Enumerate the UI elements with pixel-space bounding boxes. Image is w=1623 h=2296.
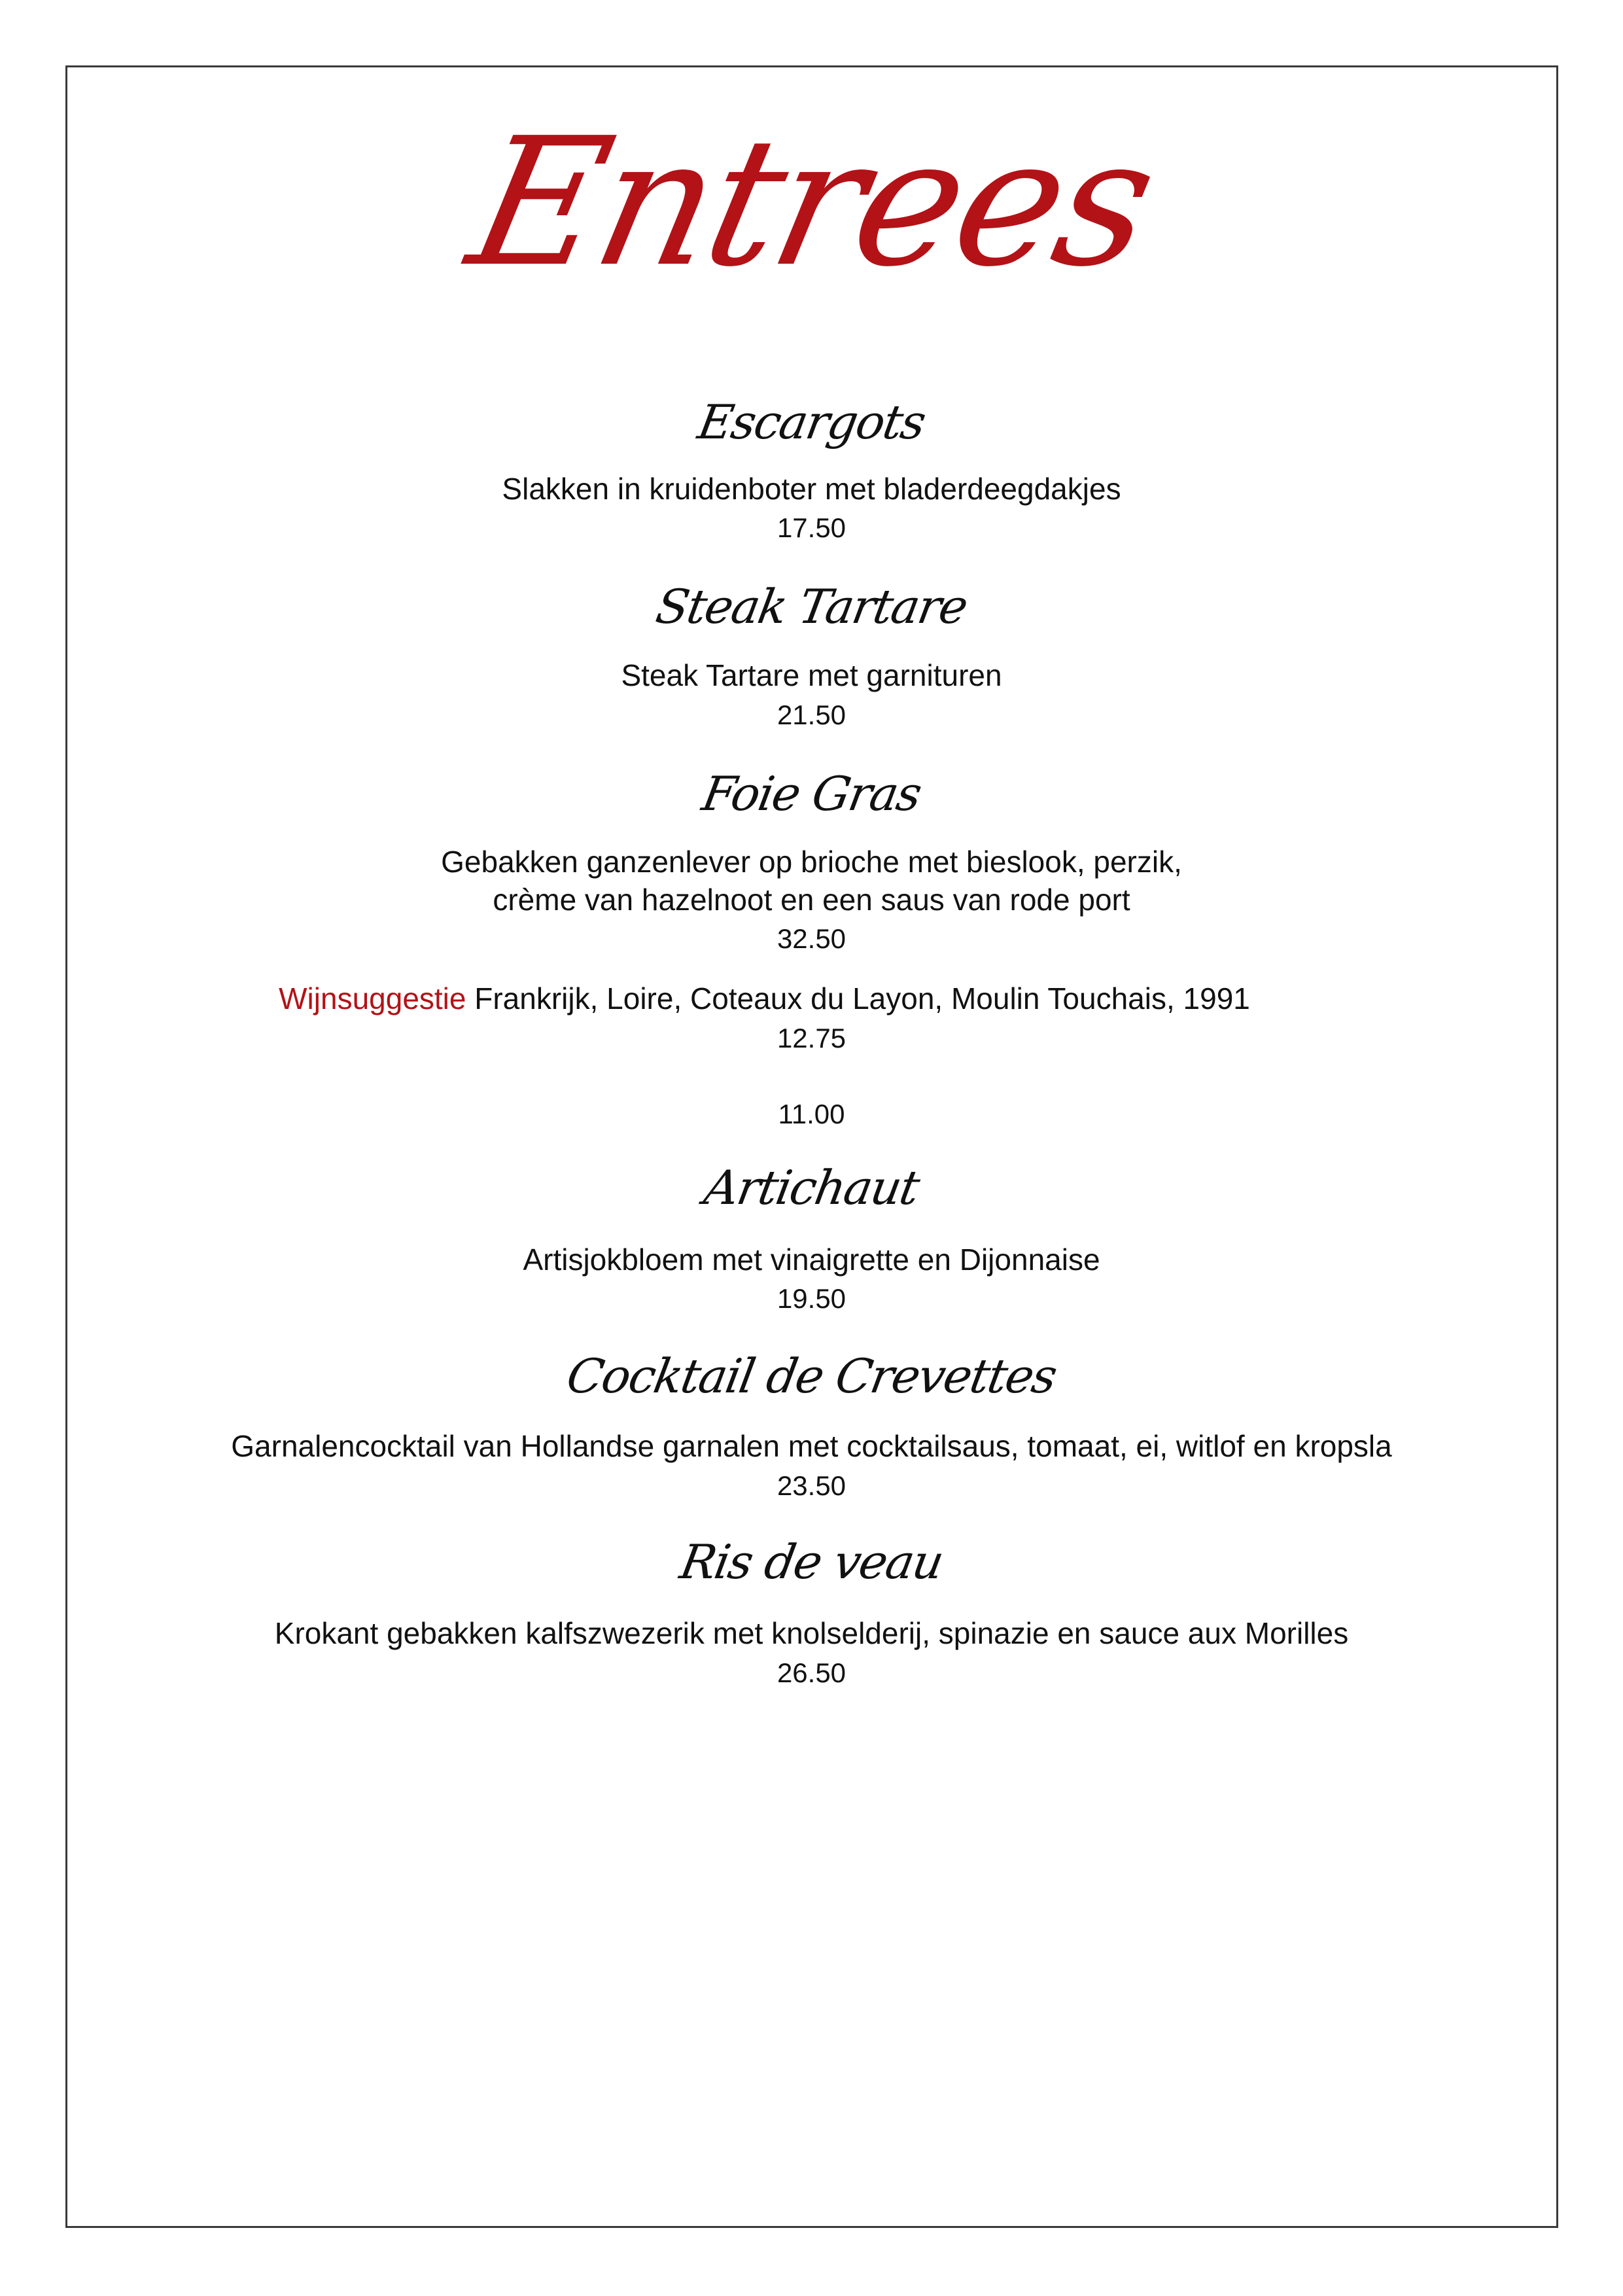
dish-description: Garnalencocktail van Hollandse garnalen met cocktailsaus, tomaat, ei, witlof en kropsla: [231, 1429, 1392, 1463]
dish-description: Gebakken ganzenlever op brioche met bieslook, perzik,: [441, 845, 1182, 879]
dish-name-ris-de-veau: Ris de veau: [676, 1534, 947, 1589]
dish-description: Slakken in kruidenboter met bladerdeegdakjes: [502, 472, 1121, 506]
dish-price: 23.50: [777, 1470, 846, 1501]
dish-description: Steak Tartare met garnituren: [621, 658, 1002, 692]
dish-description: crème van hazelnoot en een saus van rode port: [493, 883, 1130, 917]
wine-price: 12.75: [777, 1023, 846, 1053]
dish-price: 21.50: [777, 699, 846, 730]
wine-suggestion: [0, 980, 1576, 1017]
dish-description: Krokant gebakken kalfszwezerik met knolselderij, spinazie en sauce aux Morilles: [274, 1616, 1349, 1650]
dish-name-escargots: Escargots: [693, 395, 930, 450]
dish-price: 19.50: [777, 1283, 846, 1314]
wine-suggestion-text: Frankrijk, Loire, Coteaux du Layon, Moulin Touchais, 1991: [466, 981, 1250, 1016]
wine-suggestion-label: Wijnsuggestie: [279, 981, 466, 1016]
dish-name-cocktail-de-crevettes: Cocktail de Crevettes: [563, 1349, 1060, 1404]
dish-price: 17.50: [777, 512, 846, 543]
dish-name-artichaut: Artichaut: [700, 1160, 923, 1215]
dish-name-foie-gras: Foie Gras: [698, 766, 925, 821]
wine-extra-price: 11.00: [778, 1099, 845, 1129]
dish-price: 26.50: [777, 1657, 846, 1688]
page-title: Entrees: [454, 99, 1169, 306]
dish-price: 32.50: [777, 923, 846, 954]
page-border: [65, 65, 1558, 2228]
dish-name-steak-tartare: Steak Tartare: [652, 579, 971, 634]
dish-description: Artisjokbloem met vinaigrette en Dijonnaise: [523, 1243, 1100, 1277]
